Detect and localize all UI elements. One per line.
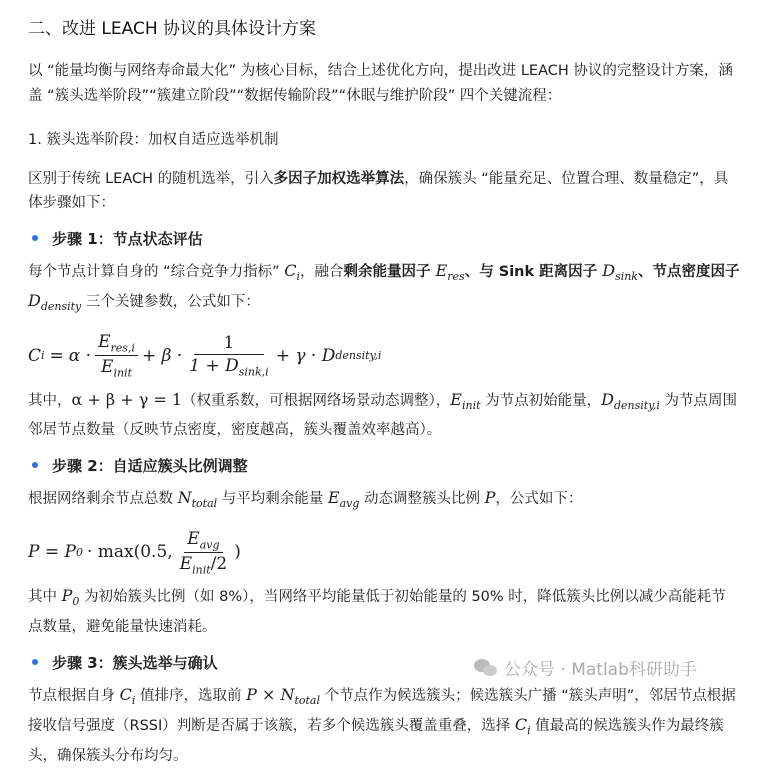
paragraph-p0 bbox=[28, 584, 740, 639]
paragraph-election bbox=[28, 167, 740, 216]
math-subscript: sink bbox=[615, 270, 638, 283]
f-max: · max(0.5, bbox=[87, 542, 173, 562]
math-subscript: 0 bbox=[72, 596, 79, 609]
text: 为节点周围邻居节点数量（反映节点密度，密度越高，簇头覆盖效率越高）。 bbox=[28, 393, 737, 439]
math-base: E bbox=[328, 488, 340, 507]
step-1-heading bbox=[28, 228, 740, 249]
math-base: P × N bbox=[246, 685, 294, 704]
math-symbol bbox=[120, 685, 136, 704]
math-subscript: avg bbox=[340, 497, 360, 510]
f-den: 1 + D bbox=[189, 356, 239, 376]
math-symbol bbox=[246, 685, 320, 704]
wechat-icon bbox=[474, 659, 498, 677]
math-base: P bbox=[485, 488, 496, 507]
math-symbol bbox=[436, 261, 465, 280]
math-base: C bbox=[284, 261, 296, 280]
math-subscript: res bbox=[447, 270, 464, 283]
f-den-tail: /2 bbox=[211, 554, 228, 574]
f-den-sub: sink,i bbox=[239, 365, 269, 378]
f-close: ) bbox=[234, 542, 241, 562]
bold-text: 、与 Sink 距离因子 bbox=[465, 264, 603, 280]
text: 以 “能量均衡与网络寿命最大化” 为核心目标，结合上述优化方向，提出改进 LEACH 协议的完整设计方案，涵盖 “簇头选举阶段”“簇建立阶段”“数据传输阶段”“休眠与维护阶段” 四个关键流程： bbox=[28, 63, 733, 104]
subsection-title: 1. 簇头选举阶段：加权自适应选举机制 bbox=[28, 128, 740, 153]
math-subscript: i bbox=[297, 270, 301, 283]
text: 个节点作为候选簇头；候选簇头广播 “簇头声明”，邻居节点根据接收信号强度（RSSI）判断是否属于该簇，若多个候选簇头覆盖重叠，选择 bbox=[28, 688, 736, 735]
step-2-heading bbox=[28, 455, 740, 476]
math-base: E bbox=[450, 390, 462, 409]
fraction bbox=[95, 332, 138, 380]
math-base: D bbox=[28, 291, 41, 310]
f-lhs-sub: i bbox=[41, 349, 45, 362]
f-lhs: P = P bbox=[28, 542, 76, 562]
fraction bbox=[186, 333, 271, 378]
paragraph-where bbox=[28, 388, 740, 443]
bold-text: 多因子加权选举算法 bbox=[274, 171, 405, 187]
intro-paragraph bbox=[28, 59, 740, 108]
f-den-sub: init bbox=[113, 367, 132, 380]
text: ，确保簇头 “能量充足、位置合理、数量稳定”，具体步骤如下： bbox=[28, 171, 728, 212]
f-num: E bbox=[98, 332, 110, 352]
math-base: C bbox=[515, 715, 527, 734]
math-base: D bbox=[601, 390, 614, 409]
f-num: 1 bbox=[224, 333, 235, 353]
math-symbol bbox=[485, 488, 496, 507]
math-symbol bbox=[328, 488, 360, 507]
math-subscript: density,i bbox=[614, 399, 660, 412]
bullet-icon bbox=[32, 659, 38, 665]
bold-text: 剩余能量因子 bbox=[344, 264, 436, 280]
watermark bbox=[474, 655, 697, 680]
math-subscript: i bbox=[132, 694, 136, 707]
f-gamma: + γ · D bbox=[276, 346, 336, 366]
text: ，公式如下： bbox=[495, 491, 582, 507]
formula-ci bbox=[28, 332, 740, 380]
math-base: E bbox=[436, 261, 448, 280]
text: 其中 bbox=[28, 589, 62, 605]
text: 每个节点计算自身的 “综合竞争力指标” bbox=[28, 264, 284, 280]
math-symbol bbox=[62, 586, 80, 605]
fraction bbox=[177, 529, 231, 577]
f-beta: + β · bbox=[142, 346, 182, 366]
math-subscript: total bbox=[294, 694, 320, 707]
text: 为节点初始能量， bbox=[481, 393, 602, 409]
math-subscript: init bbox=[462, 399, 481, 412]
math-symbol bbox=[602, 261, 638, 280]
f-eq: = bbox=[50, 346, 64, 366]
paragraph-step2 bbox=[28, 486, 740, 517]
math-symbol bbox=[601, 390, 660, 409]
math-subscript: total bbox=[192, 497, 218, 510]
f-den-sub: init bbox=[192, 563, 211, 576]
bullet-icon bbox=[32, 462, 38, 468]
math-symbol bbox=[284, 261, 300, 280]
step-3-label: 步骤 3：簇头选举与确认 bbox=[52, 652, 218, 673]
f-lhs-sub: 0 bbox=[76, 546, 83, 559]
math-base: P bbox=[62, 586, 73, 605]
math-symbol bbox=[515, 715, 531, 734]
f-lhs: C bbox=[28, 346, 41, 366]
bold-text: 、节点密度因子 bbox=[638, 264, 740, 280]
math-subscript: density bbox=[41, 300, 81, 313]
f-num-sub: avg bbox=[200, 538, 220, 551]
text: ，融合 bbox=[300, 264, 344, 280]
math-expression: α + β + γ = 1 bbox=[72, 390, 183, 409]
text: 与平均剩余能量 bbox=[217, 491, 328, 507]
math-symbol bbox=[28, 291, 81, 310]
math-symbol bbox=[178, 488, 218, 507]
text: 值排序，选取前 bbox=[135, 688, 246, 704]
math-base: D bbox=[602, 261, 615, 280]
f-num: E bbox=[187, 529, 199, 549]
math-base: N bbox=[178, 488, 192, 507]
paragraph-step3 bbox=[28, 683, 740, 768]
watermark-text: 公众号 · Matlab科研助手 bbox=[504, 655, 697, 680]
math-base: C bbox=[120, 685, 132, 704]
paragraph-step1 bbox=[28, 259, 740, 320]
f-den: E bbox=[180, 554, 192, 574]
formula-p bbox=[28, 529, 740, 577]
text: （权重系数，可根据网络场景动态调整）， bbox=[182, 393, 450, 409]
math-subscript: i bbox=[527, 724, 531, 737]
step-2-label: 步骤 2：自适应簇头比例调整 bbox=[52, 455, 248, 476]
text: 根据网络剩余节点总数 bbox=[28, 491, 178, 507]
text: 区别于传统 LEACH 的随机选举，引入 bbox=[28, 171, 274, 187]
text: 其中， bbox=[28, 393, 72, 409]
step-1-label: 步骤 1：节点状态评估 bbox=[52, 228, 203, 249]
f-gamma-sub: density,i bbox=[335, 349, 381, 362]
f-num-sub: res,i bbox=[111, 341, 135, 354]
f-den: E bbox=[101, 357, 113, 377]
text: 值最高的候选簇头作为最终簇头，确保簇头分布均匀。 bbox=[28, 718, 724, 764]
text: 三个关键参数，公式如下： bbox=[81, 294, 260, 310]
text: 动态调整簇头比例 bbox=[359, 491, 484, 507]
bullet-icon bbox=[32, 235, 38, 241]
text: 节点根据自身 bbox=[28, 688, 120, 704]
text: 为初始簇头比例（如 8%），当网络平均能量低于初始能量的 50% 时，降低簇头比例以减少高能耗节点数量，避免能量快速消耗。 bbox=[28, 589, 726, 635]
math-symbol bbox=[450, 390, 480, 409]
f-alpha: α · bbox=[69, 346, 91, 366]
section-heading: 二、改进 LEACH 协议的具体设计方案 bbox=[28, 14, 740, 39]
